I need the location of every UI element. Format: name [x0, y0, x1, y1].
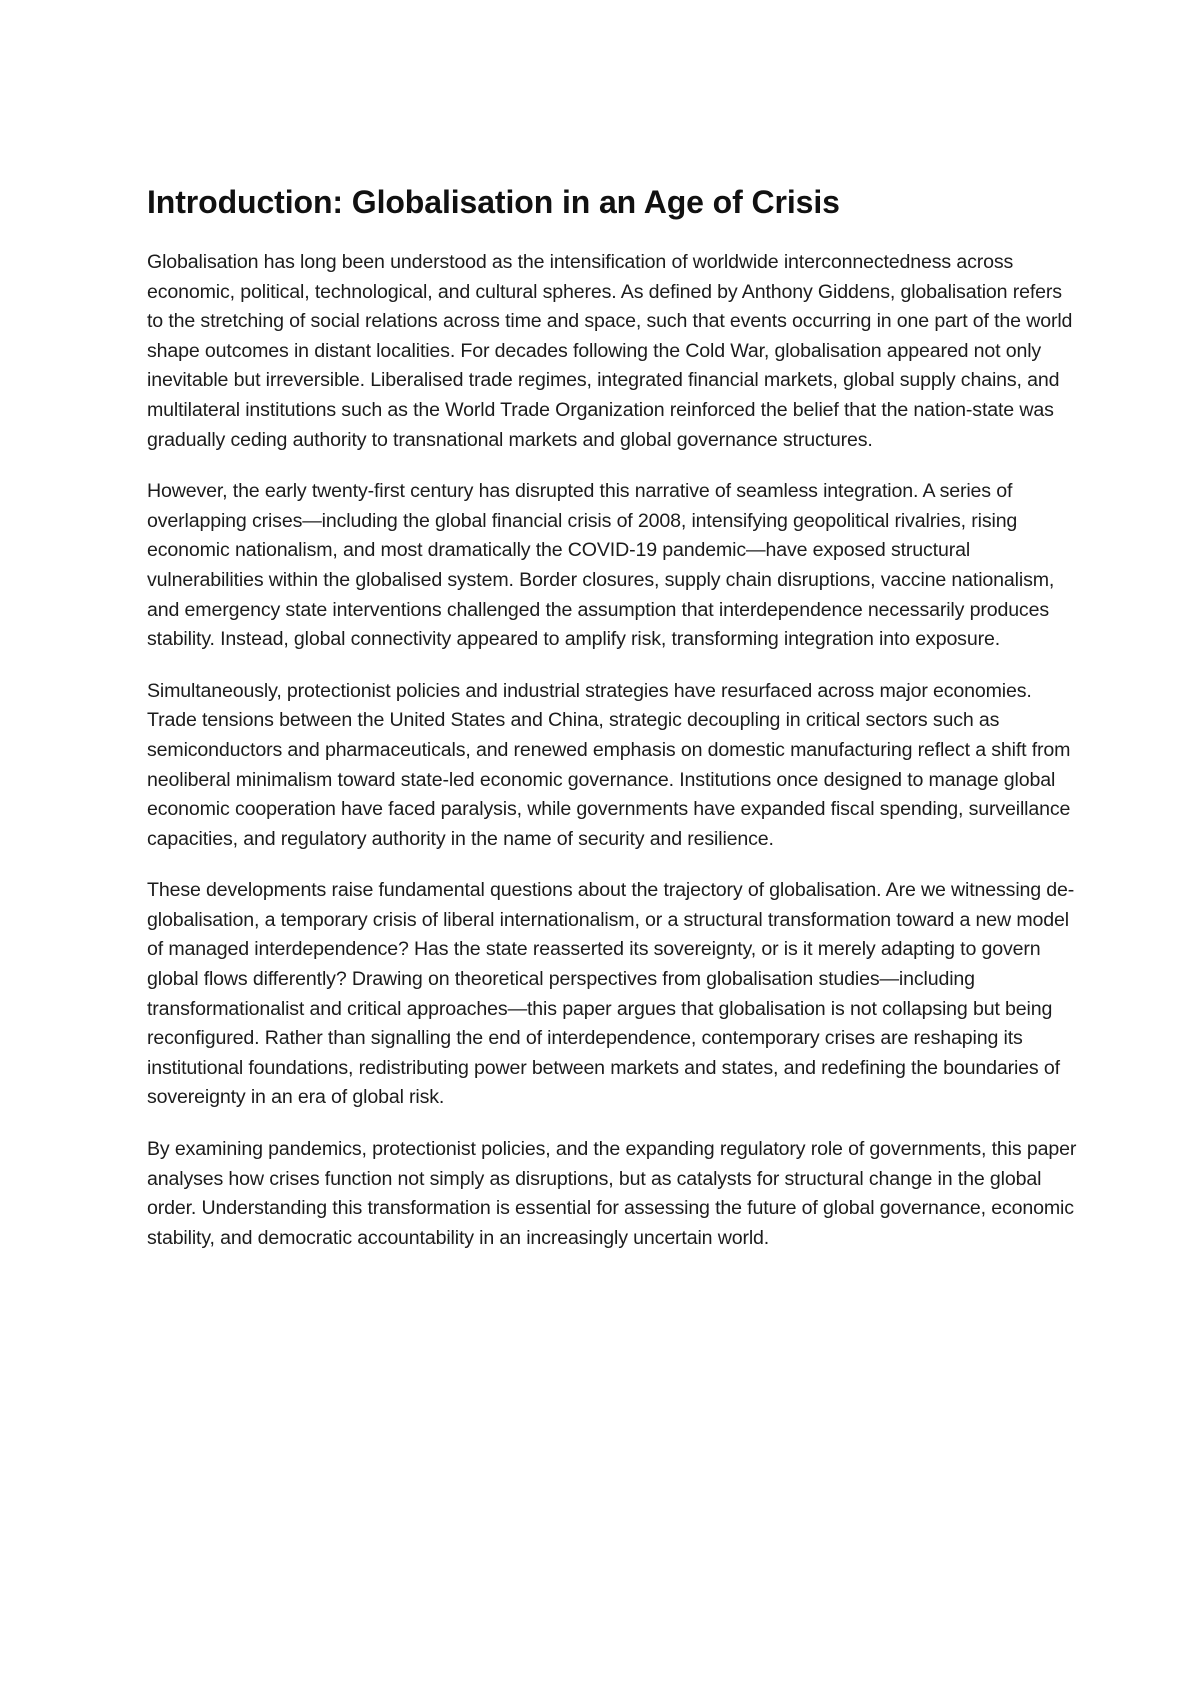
paragraph-5: By examining pandemics, protectionist policies, and the expanding regulatory role of governments, this paper analyses how crises function not simply as disruptions, but as catalysts for structural change in the global order. Understanding this transformation is essential for assessing the future of global governance, economic stability, and democratic accountability in an increasingly uncertain world.	[147, 1138, 1077, 1249]
paragraph-4: These developments raise fundamental questions about the trajectory of globalisation. Are we witnessing de-globalisation, a temporary crisis of liberal internationalism, or a structural transformation toward a new model of managed interdependence? Has the state reasserted its sovereignty, or is it merely adapting to govern global flows differently? Drawing on theoretical perspectives from globalisation studies—including transformationalist and critical approaches—this paper argues that globalisation is not collapsing but being reconfigured. Rather than signalling the end of interdependence, contemporary crises are reshaping its institutional foundations, redistributing power between markets and states, and redefining the boundaries of sovereignty in an era of global risk.	[147, 879, 1075, 1109]
paragraph-2: However, the early twenty-first century has disrupted this narrative of seamless integration. A series of overlapping crises—including the global financial crisis of 2008, intensifying geopolitical rivalries, rising economic nationalism, and most dramatically the COVID-19 pandemic—have exposed structural vulnerabilities within the globalised system. Border closures, supply chain disruptions, vaccine nationalism, and emergency state interventions challenged the assumption that interdependence necessarily produces stability. Instead, global connectivity appeared to amplify risk, transforming integration into exposure.	[147, 480, 1055, 651]
paragraph-3: Simultaneously, protectionist policies and industrial strategies have resurfaced across major economies. Trade tensions between the United States and China, strategic decoupling in critical sectors such as semiconductors and pharmaceuticals, and renewed emphasis on domestic manufacturing reflect a shift from neoliberal minimalism toward state-led economic governance. Institutions once designed to manage global economic cooperation have faced paralysis, while governments have expanded fiscal spending, surveillance capacities, and regulatory authority in the name of security and resilience.	[147, 679, 1071, 850]
paragraph-1: Globalisation has long been understood as the intensification of worldwide interconnectedness across economic, political, technological, and cultural spheres. As defined by Anthony Giddens, globalisation refers to the stretching of social relations across time and space, such that events occurring in one part of the world shape outcomes in distant localities. For decades following the Cold War, globalisation appeared not only inevitable but irreversible. Liberalised trade regimes, integrated financial markets, global supply chains, and multilateral institutions such as the World Trade Organization reinforced the belief that the nation-state was gradually ceding authority to transnational markets and global governance structures.	[147, 251, 1073, 451]
document-title: Introduction: Globalisation in an Age of Crisis	[147, 184, 840, 220]
document-body	[147, 182, 1077, 1275]
